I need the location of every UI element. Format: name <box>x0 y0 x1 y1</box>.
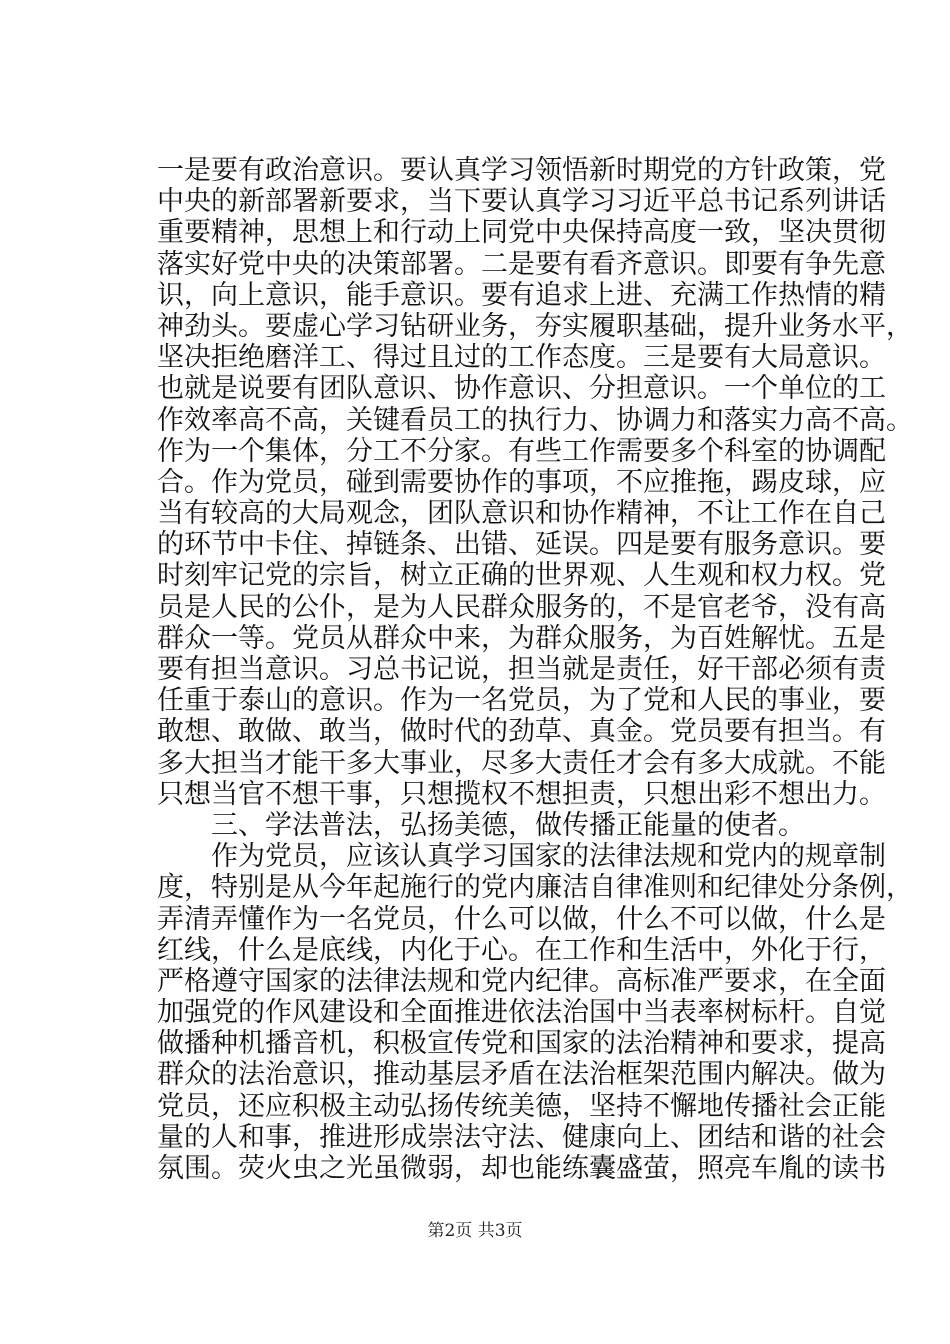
text-line: 量的人和事，推进形成崇法守法、健康向上、团结和谐的社会 <box>157 1121 886 1153</box>
text-line: 作效率高不高，关键看员工的执行力、协调力和落实力高不高。 <box>157 404 913 436</box>
text-line: 也就是说要有团队意识、协作意识、分担意识。一个单位的工 <box>157 373 886 405</box>
text-line: 识，向上意识，能手意识。要有追求上进、充满工作热情的精 <box>157 279 886 311</box>
text-line: 任重于泰山的意识。作为一名党员，为了党和人民的事业，要 <box>157 685 886 717</box>
text-line: 红线，什么是底线，内化于心。在工作和生活中，外化于行， <box>157 934 886 966</box>
text-line: 员是人民的公仆，是为人民群众服务的，不是官老爷，没有高 <box>157 591 886 623</box>
text-line: 重要精神，思想上和行动上同党中央保持高度一致，坚决贯彻 <box>157 217 886 249</box>
text-line: 群众的法治意识，推动基层矛盾在法治框架范围内解决。做为 <box>157 1059 886 1091</box>
text-line: 的环节中卡住、掉链条、出错、延误。四是要有服务意识。要 <box>157 529 886 561</box>
text-line: 一是要有政治意识。要认真学习领悟新时期党的方针政策，党 <box>157 155 886 186</box>
text-line: 群众一等。党员从群众中来，为群众服务，为百姓解忧。五是 <box>157 622 886 654</box>
text-line: 做播种机播音机，积极宣传党和国家的法治精神和要求，提高 <box>157 1028 886 1060</box>
section-heading: 三、学法普法，弘扬美德，做传播正能量的使者。 <box>157 809 805 841</box>
text-line: 度，特别是从今年起施行的党内廉洁自律准则和纪律处分条例， <box>157 872 913 904</box>
text-line: 神劲头。要虚心学习钻研业务，夯实履职基础，提升业务水平， <box>157 310 913 342</box>
text-line: 弄清弄懂作为一名党员，什么可以做，什么不可以做，什么是 <box>157 903 886 935</box>
text-line: 合。作为党员，碰到需要协作的事项，不应推拖，踢皮球，应 <box>157 466 886 498</box>
text-line: 氛围。荧火虫之光虽微弱，却也能练囊盛萤，照亮车胤的读书 <box>157 1153 886 1184</box>
text-line: 加强党的作风建设和全面推进依法治国中当表率树标杆。自觉 <box>157 997 886 1029</box>
text-line: 作为党员，应该认真学习国家的法律法规和党内的规章制 <box>157 841 886 873</box>
text-line: 落实好党中央的决策部署。二是要有看齐意识。即要有争先意 <box>157 248 886 280</box>
text-line: 敢想、敢做、敢当，做时代的劲草、真金。党员要有担当。有 <box>157 716 886 748</box>
text-line: 多大担当才能干多大事业，尽多大责任才会有多大成就。不能 <box>157 747 886 779</box>
text-line: 党员，还应积极主动弘扬传统美德，坚持不懈地传播社会正能 <box>157 1090 886 1122</box>
text-line: 作为一个集体，分工不分家。有些工作需要多个科室的协调配 <box>157 435 886 467</box>
text-line: 严格遵守国家的法律法规和党内纪律。高标准严要求，在全面 <box>157 965 886 997</box>
text-line: 要有担当意识。习总书记说，担当就是责任，好干部必须有责 <box>157 654 886 685</box>
document-body <box>157 155 913 1184</box>
text-line: 只想当官不想干事，只想揽权不想担责，只想出彩不想出力。 <box>157 778 886 810</box>
text-line: 当有较高的大局观念，团队意识和协作精神，不让工作在自己 <box>157 498 886 530</box>
text-line: 中央的新部署新要求，当下要认真学习习近平总书记系列讲话 <box>157 186 886 218</box>
page-footer: 第2页 共3页 <box>427 1221 523 1241</box>
text-line: 坚决拒绝磨洋工、得过且过的工作态度。三是要有大局意识。 <box>157 342 886 374</box>
text-line: 时刻牢记党的宗旨，树立正确的世界观、人生观和权力权。党 <box>157 560 886 592</box>
